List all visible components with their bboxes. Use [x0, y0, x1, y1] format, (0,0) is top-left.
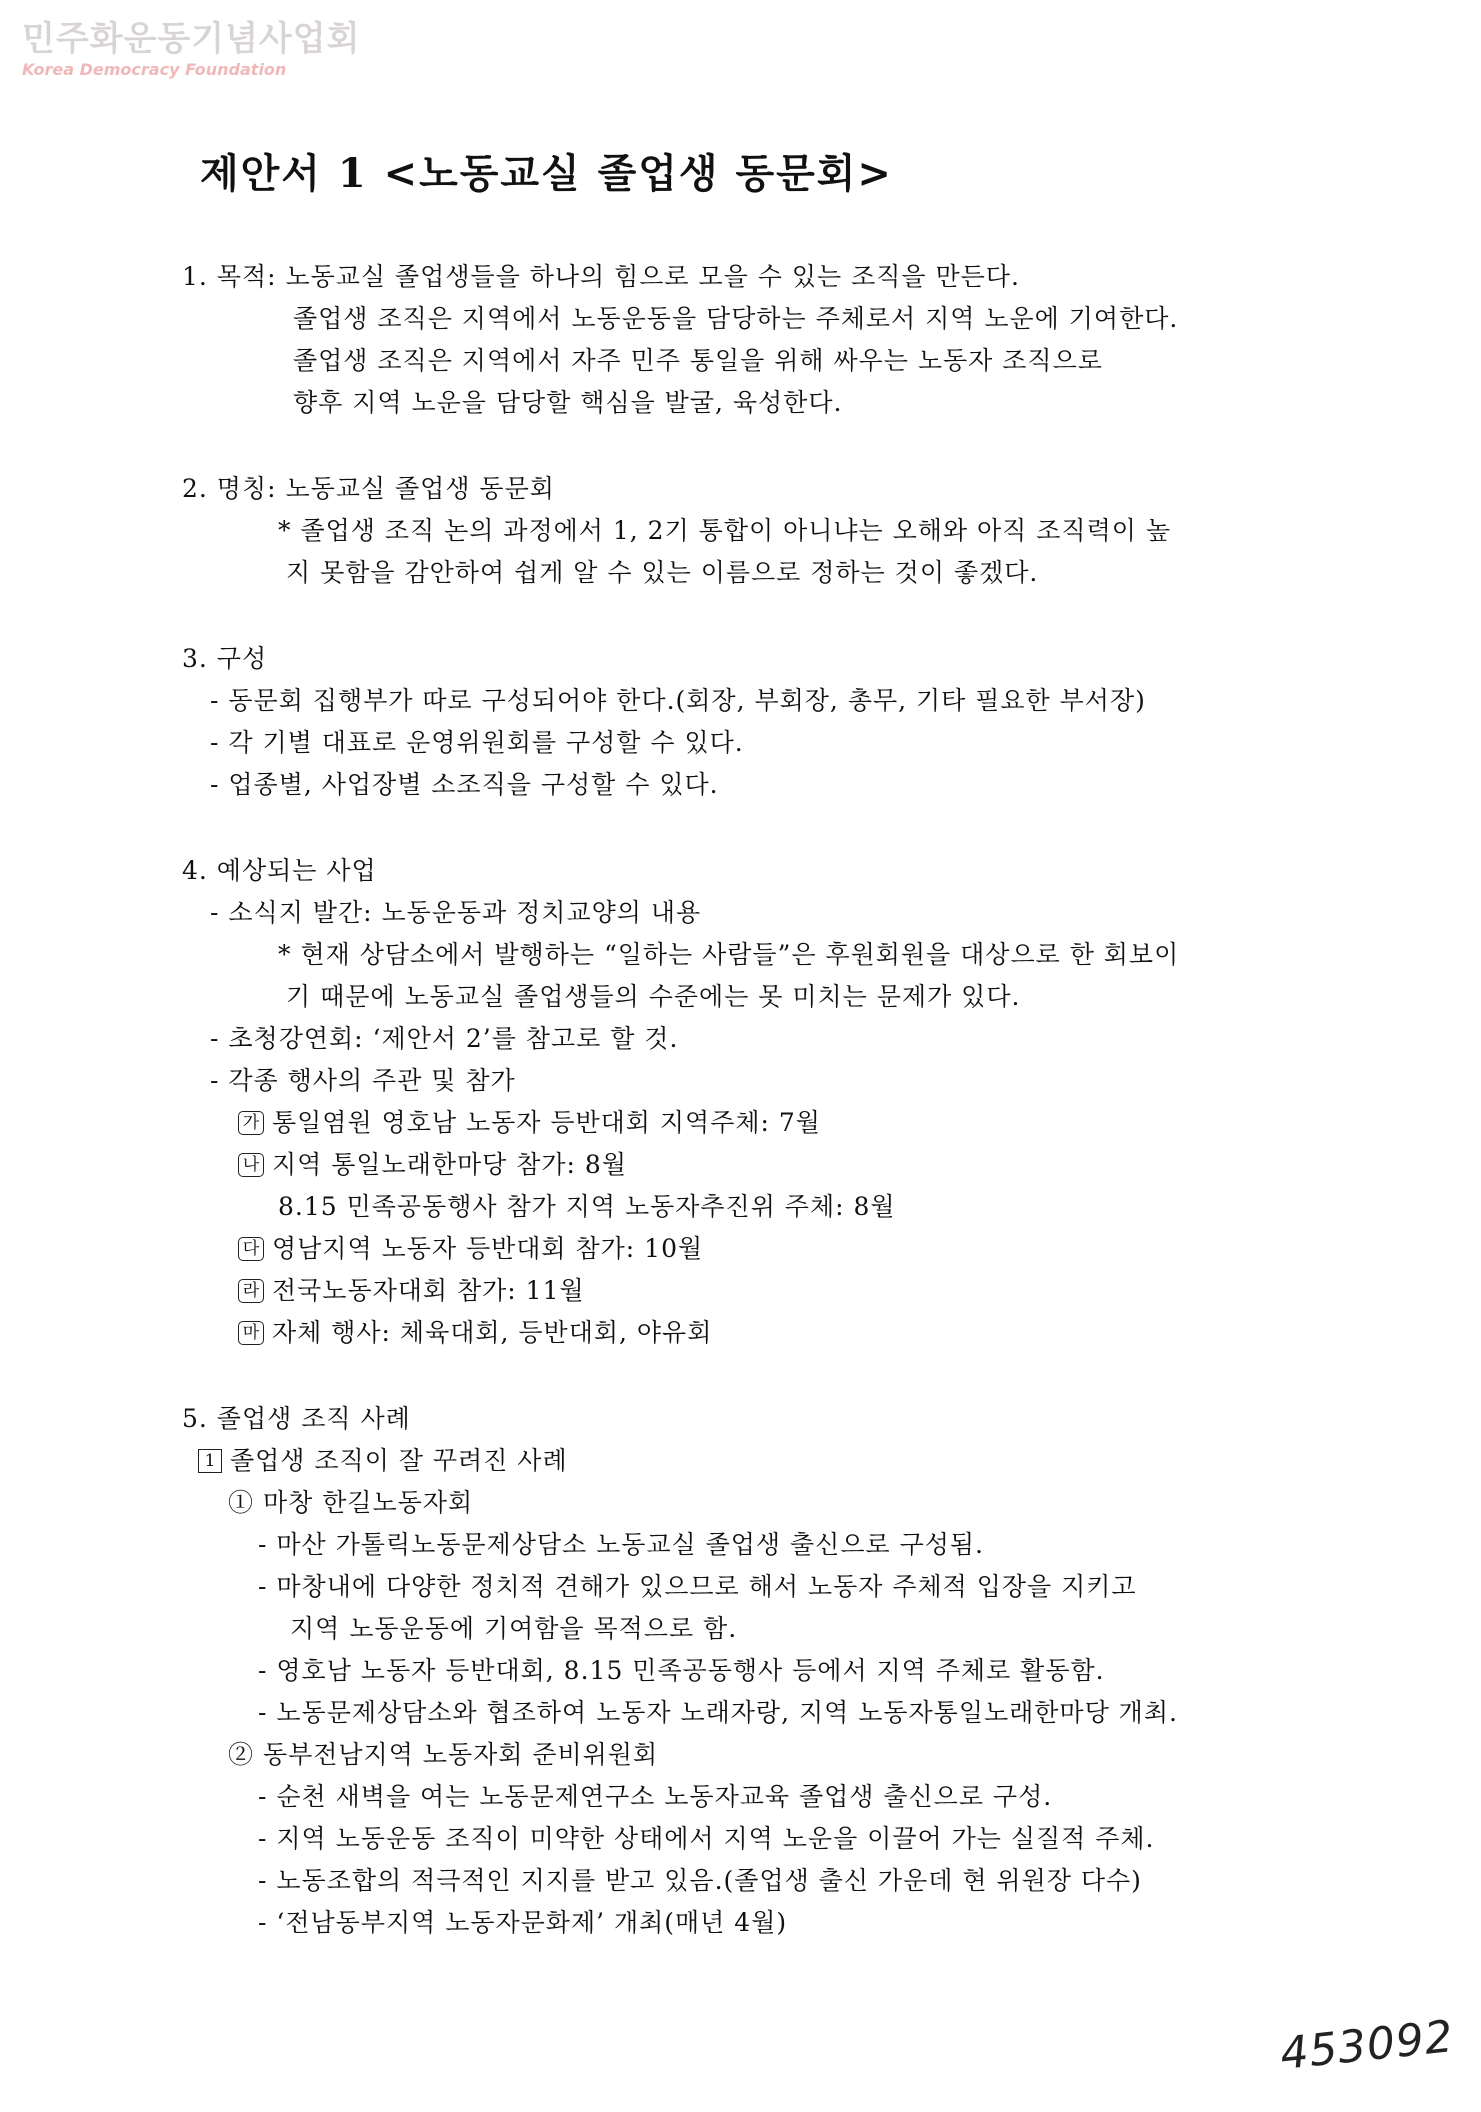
watermark-logo [22, 19, 361, 79]
event-item [238, 1150, 627, 1180]
section-3-heading: 3. 구성 [182, 644, 268, 673]
section-4-item: - 각종 행사의 주관 및 참가 [210, 1066, 516, 1095]
case-1-item: - 노동문제상담소와 협조하여 노동자 노래자랑, 지역 노동자통일노래한마당 개최. [258, 1698, 1178, 1727]
case-1-item: - 마산 가톨릭노동문제상담소 노동교실 졸업생 출신으로 구성됨. [258, 1530, 984, 1559]
case-2-item: - ‘전남동부지역 노동자문화제’ 개최(매년 4월) [258, 1908, 788, 1937]
section-3-item: - 동문회 집행부가 따로 구성되어야 한다.(회장, 부회장, 총무, 기타 필요한 부서장) [210, 686, 1146, 715]
section-5-subheading [198, 1446, 568, 1476]
document-title: 제안서 1 <노동교실 졸업생 동문회> [200, 150, 893, 197]
section-5-heading: 5. 졸업생 조직 사례 [182, 1404, 411, 1433]
section-3-item: - 업종별, 사업장별 소조직을 구성할 수 있다. [210, 770, 719, 799]
subsection-label: 졸업생 조직이 잘 꾸려진 사례 [230, 1446, 568, 1475]
section-2-note: 지 못함을 감안하여 쉽게 알 수 있는 이름으로 정하는 것이 좋겠다. [286, 558, 1039, 587]
event-marker: 가 [238, 1111, 264, 1135]
case-1-item: - 영호남 노동자 등반대회, 8.15 민족공동행사 등에서 지역 주체로 활동함. [258, 1656, 1105, 1685]
event-item [278, 1192, 896, 1222]
event-marker: 마 [238, 1321, 264, 1345]
event-text: 지역 통일노래한마당 참가: 8월 [272, 1150, 627, 1179]
watermark-english: Korea Democracy Foundation [22, 60, 287, 79]
subsection-marker: 1 [198, 1449, 222, 1473]
section-4-note: * 현재 상담소에서 발행하는 “일하는 사람들”은 후원회원을 대상으로 한 회보이 [278, 940, 1180, 969]
event-text: 자체 행사: 체육대회, 등반대회, 야유회 [272, 1318, 713, 1347]
handwritten-archive-number: 453092 [1277, 2011, 1457, 2080]
event-marker: 나 [238, 1153, 264, 1177]
case-1-item: 지역 노동운동에 기여함을 목적으로 함. [290, 1614, 738, 1643]
section-3-item: - 각 기별 대표로 운영위원회를 구성할 수 있다. [210, 728, 744, 757]
event-text: 8.15 민족공동행사 참가 지역 노동자추진위 주체: 8월 [278, 1192, 896, 1221]
section-1-line: 졸업생 조직은 지역에서 자주 민주 통일을 위해 싸우는 노동자 조직으로 [293, 346, 1103, 375]
case-1-item: - 마창내에 다양한 정치적 견해가 있으므로 해서 노동자 주체적 입장을 지키고 [258, 1572, 1137, 1601]
event-item [238, 1234, 703, 1264]
section-1-heading: 1. 목적: 노동교실 졸업생들을 하나의 힘으로 모을 수 있는 조직을 만든다. [182, 262, 1020, 291]
watermark-korean: 민주화운동기념사업회 [22, 19, 361, 59]
case-2-heading: ② 동부전남지역 노동자회 준비위원회 [228, 1740, 659, 1769]
section-2-heading: 2. 명칭: 노동교실 졸업생 동문회 [182, 474, 555, 503]
section-4-heading: 4. 예상되는 사업 [182, 856, 377, 885]
section-4-note: 기 때문에 노동교실 졸업생들의 수준에는 못 미치는 문제가 있다. [286, 982, 1021, 1011]
section-2-note: * 졸업생 조직 논의 과정에서 1, 2기 통합이 아니냐는 오해와 아직 조직력이 높 [278, 516, 1171, 545]
event-item [238, 1318, 712, 1348]
event-text: 통일염원 영호남 노동자 등반대회 지역주체: 7월 [272, 1108, 821, 1137]
event-text: 영남지역 노동자 등반대회 참가: 10월 [272, 1234, 704, 1263]
case-2-item: - 지역 노동운동 조직이 미약한 상태에서 지역 노운을 이끌어 가는 실질적 주체. [258, 1824, 1155, 1853]
event-marker: 라 [238, 1279, 264, 1303]
case-2-item: - 순천 새벽을 여는 노동문제연구소 노동자교육 졸업생 출신으로 구성. [258, 1782, 1053, 1811]
section-1-line: 향후 지역 노운을 담당할 핵심을 발굴, 육성한다. [293, 388, 843, 417]
section-4-item: - 초청강연회: ‘제안서 2’를 참고로 할 것. [210, 1024, 679, 1053]
event-item [238, 1276, 585, 1306]
event-marker: 다 [238, 1237, 264, 1261]
case-1-heading: ① 마창 한길노동자회 [228, 1488, 474, 1517]
event-text: 전국노동자대회 참가: 11월 [272, 1276, 585, 1305]
case-2-item: - 노동조합의 적극적인 지지를 받고 있음.(졸업생 출신 가운데 현 위원장 다수) [258, 1866, 1142, 1895]
event-item [238, 1108, 821, 1138]
section-4-item: - 소식지 발간: 노동운동과 정치교양의 내용 [210, 898, 702, 927]
section-1-line: 졸업생 조직은 지역에서 노동운동을 담당하는 주체로서 지역 노운에 기여한다. [293, 304, 1179, 333]
